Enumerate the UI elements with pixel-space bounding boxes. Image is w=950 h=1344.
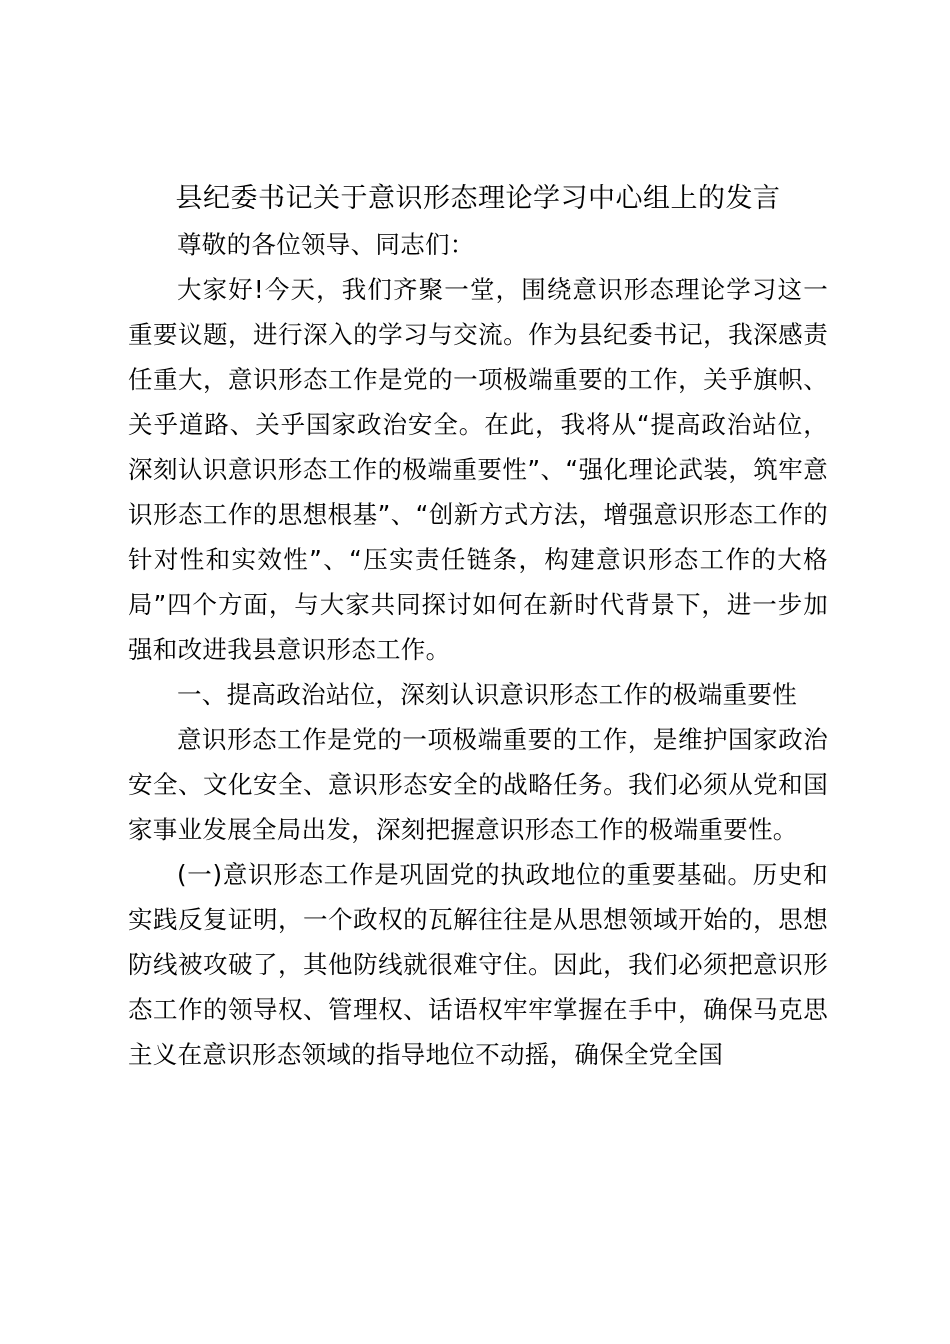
document-body — [128, 222, 828, 1077]
salutation: 尊敬的各位领导、同志们： — [177, 230, 475, 259]
intro-paragraph: 大家好!今天，我们齐聚一堂，围绕意识形态理论学习这一重要议题，进行深入的学习与交流。作为县纪委书记，我深感责任重大，意识形态工作是党的一项极端重要的工作，关乎旗帜、关乎道路、关乎国家政治安全。在此，我将从“提高政治站位，深刻认识意识形态工作的极端重要性”、“强化理论武装，筑牢意识形态工作的思想根基”、“创新方式方法，增强意识形态工作的针对性和实效性”、“压实责任链条，构建意识形态工作的大格局”四个方面，与大家共同探讨如何在新时代背景下，进一步加强和改进我县意识形态工作。 — [128, 275, 828, 664]
section-heading-1: 一、提高政治站位，深刻认识意识形态工作的极端重要性 — [177, 680, 797, 709]
document-title: 县纪委书记关于意识形态理论学习中心组上的发言 — [175, 183, 781, 214]
section-1-paragraph: 意识形态工作是党的一项极端重要的工作，是维护国家政治安全、文化安全、意识形态安全的战略任务。我们必须从党和国家事业发展全局出发，深刻把握意识形态工作的极端重要性。 — [128, 725, 828, 844]
subsection-1-paragraph: (一)意识形态工作是巩固党的执政地位的重要基础。历史和实践反复证明，一个政权的瓦解往往是从思想领域开始的，思想防线被攻破了，其他防线就很难守住。因此，我们必须把意识形态工作的领导权、管理权、话语权牢牢掌握在手中，确保马克思主义在意识形态领域的指导地位不动摇，确保全党全国 — [128, 860, 828, 1069]
